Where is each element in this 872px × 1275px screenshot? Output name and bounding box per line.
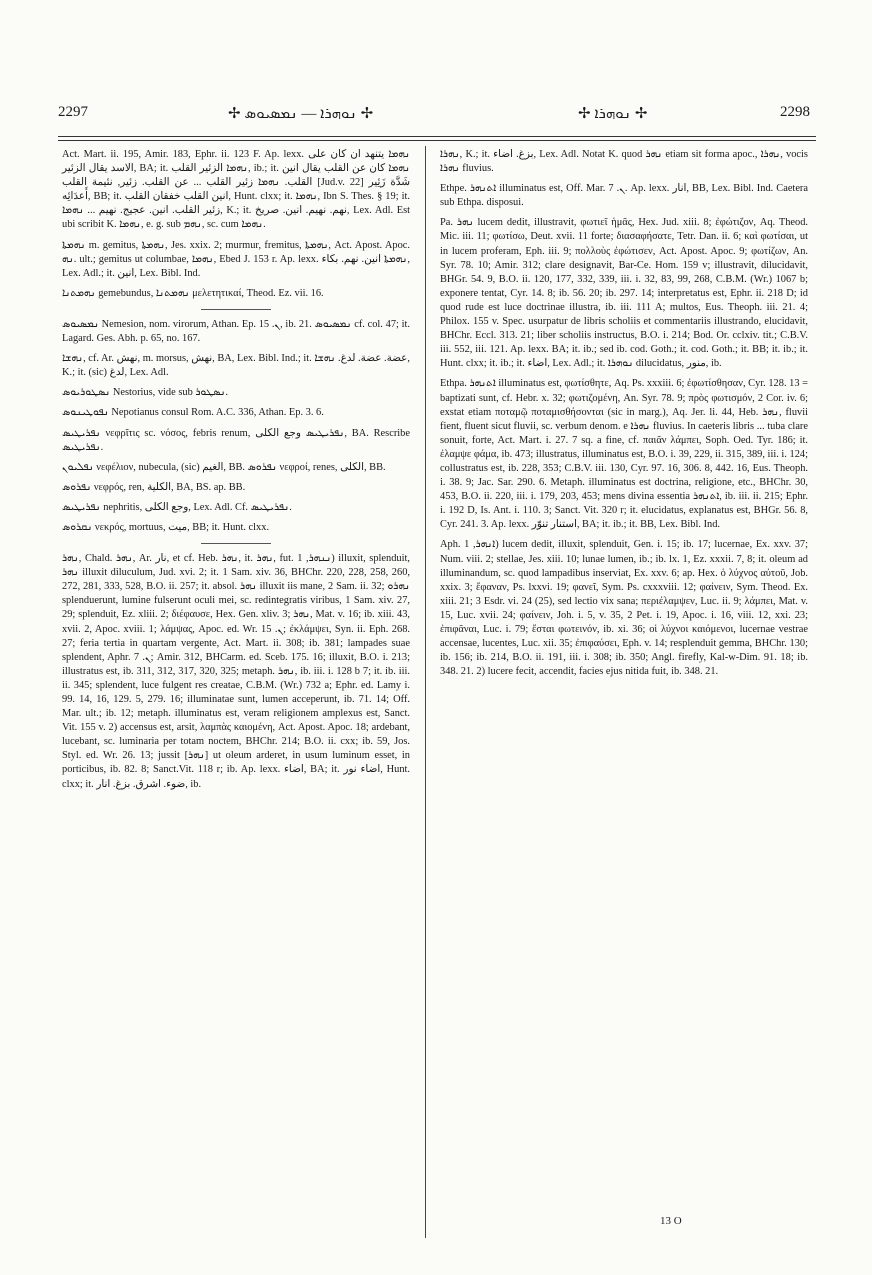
- dictionary-entry: Act. Mart. ii. 195, Amir. 183, Ephr. ii. 123 F. Ap. lexx. ܢܗܡܐ ﻳﺘﻨﻬﺪ ﺍﻥ ﻛﺎﻥ ﻋﻠﻰ ﺍﻻﺳﺪ ﻳﻘﺎﻝ ﺍﻟﺰﺋﻴﺮ, BA; it. ܢܗܡܐ ﺍﻟﺰﺋﻴﺮ ﺍﻟﻘﻠﺐ, ib.; it. ܢܗܡܐ ﻛﺎﻥ ﻋﻦ ﺍﻟﻘﻠﺐ ﻳﻘﺎﻝ ﺍﻧﻴﻦ ﺍﻟﻘﻠﺐ. ܢܗܡܐ ﺯﺋﻴﺮ ﺍﻟﻘﻠﺐ ... ﻋﻦ ﺍﻟﻘﻠﺐ. ﺯﺋﻴﺮ, ﻧﺌﻴﻤﺔ ﺍﻟﻘﻠﺐ [Jud.v. 22] ﺷَﺪَّﺓ ﺯَﺋِﻴﺮ ﺃَﻋﺪَﺍﺋِﻪ, BB; it. ﺍﻧﻴﻦ ﺍﻟﻘﻠﺐ ﺧﻔﻘﺎﻥ ﺍﻟﻘﻠﺐ, Hunt. clxx; it. ܢܗܡܐ, Ibn S. Thes. § 19; it. ﺯﺋﻴﺮ ﺍﻟﻘﻠﺐ. ﺍﻧﻴﻦ. ﻋﺠﻴﺞ. ﻧﻬﻴﻢ ... ܢܗܡܐ, K.; it. ﻧﻬﻢ. ﻧﻬﻴﻢ. ﺍﻧﻴﻦ. ﺻﺮﻳﺦ, Lex. Adl. Est ubi scribit K. ܢܗܡܐ, e. g. sub ܢܗܡ, sc. cum ܢܗܡܐ.: [62, 149, 411, 231]
- dictionary-entry: ܢܗܡܬܐ m. gemitus, ܢܗܡܬܐ, Jes. xxix. 2; murmur, fremitus, ܢܗܡܬܐ, Act. Apost. Apoc. ܢܗ. ult.; gemitus ut columbae, ܢܗܡܐ, Ebed J. 153 r. Ap. lexx. ܢܗܡܬܐ ﺍﻧﻴﻦ. ﻧﻬﻢ. ﺑﻜﺎﺀ, Lex. Adl.; it. ﺍﻧﻴﻦ, Lex. Bibl. Ind.: [62, 239, 410, 279]
- dictionary-entry: ܢܣܛܘܪܝܘܣ Nestorius, vide sub ܢܣܛܘܪ.: [62, 387, 229, 399]
- dictionary-entry: ܢܗܪܐ, K.; it. ﺑﺰﻍ. ﺍﺿﺎﺀ, Lex. Adl. Notat K. quod ܢܗܪ etiam sit forma apoc., ܢܗܪܐ, vocis ܢܗܪܐ fluvius.: [440, 149, 808, 175]
- dictionary-entry: ܢܡܣܝܘܣ Nemesion, nom. virorum, Athan. Ep. ܢ. 15, ib. 21. ܢܡܣܝܘܣ cf. col. 47; it. Lagard. Ges. Abh. p. 65, no. 167.: [62, 318, 410, 345]
- header-rule: [58, 136, 816, 137]
- dictionary-entry: ܢܗܫܐ, cf. Ar. ﻧﻬﺶ, m. morsus, ﻧﻬﺶ, BA, Lex. Bibl. Ind.; it. ﻋﻀﺔ. ﻋﻀﺔ. ﻟﺪﻍ. ܢܗܫܐ, K.; it. (sic) ﻟﺪﻍ, Lex. Adl.: [62, 353, 410, 379]
- dictionary-entry: Ethpe. ܐܬܢܗܪ illuminatus est, Off. Mar. ܢ. 7. Ap. lexx. ﺍﻧﺎﺭ, BB, Lex. Bibl. Ind. Caetera sub Ethpa. disposui.: [440, 183, 809, 209]
- dictionary-entry: ܢܗܡܬܢܐ gemebundus, ܢܗܡܬܢܐ μελετητικαί, Theod. Ez. vii. 16.: [62, 287, 324, 299]
- dictionary-entry: Aph. ܐܢܗܪ, 1) lucem dedit, illuxit, splenduit, Gen. i. 15; ib. 17; lucernae, Ex. xxv. 37; Num. viii. 2; stellae, Jes. xiii. 10; lunae lumen, ib.; ib. lx. 1, Ez. xxxii. 7, 8; it. oleum ad illuminandum, sc. quod lampadibus inserviat, Ex. xxv. 6; ap. Hex. ὁ λύχνος αὐτοῦ, Job. xxix. 3; ἔφαναν, Ps. lxxvi. 19; φανεῖ, Sym. Ps. cxxxviii. 12; φαίνειν, Sym. Theod. Ex. xiii. 21; 3 Esdr. vi. 24 (25), sed lectio vix sana; περιέλαμψεν, Luc. ii. 9; λάμπει, Mat. v. 15, Luc. xvii. 24; φαίνειν, Joh. i. 5, v. 35, 2 Pet. i. 19, Apoc. i. 16, viii. 12, xxi. 23; ἐπιφᾶναι, Luc. i. 79; ἔσται φωτεινόν, ib. xi. 36; οἱ λύχνοι καιόμενοι, lucernae vestrae accensae, lucentes, Luc. xii. 35; ἐπιφαύσει, Eph. v. 14; resplenduit gemma, BHChr. 130; ib. 156; ib. 214, B.O. ii. 191, iii. i. 308; ib. 350; Angl. firefly, Kal-w-Dim. 91. 18; ib. 348. 21. 2) lucere fecit, accendit, facies ejus nitida fuit, ib. 348. 21.: [440, 539, 808, 678]
- dictionary-entry: ܢܦܪܝܛܝܣ nephritis, ﻭﺟﻊ ﺍﻟﻜﻠﻰ, Lex. Adl. Cf. ܢܦܪܝܛܝܣ.: [62, 501, 292, 513]
- dictionary-entry: Ethpa. ܐܬܢܗܪ illuminatus est, φωτίσθητε, Aq. Ps. xxxiii. 6; ἐφωτίσθησαν, Cyr. 128. 13 = baptizati sunt, cf. Hebr. x. 32; φωτιζομένη, An. Syr. 78. 9; πρὸς φωτισμόν, 2 Cor. iv. 6; exstat etiam ποταμῷ ποταμισθήσονται (sic in marg.), Aq. Jer. li. 44, Heb. ܢܗܪ, fluvii fient, fluent sicut fluvii, sc. verbum denom. e ܢܗܪܐ fluvius. In caeteris libris ... tuba clare sonuit, forte, Act. Mart. i. 27. 7 sq. a fine, cf. παιᾶν λάμπει, Soph. Oed. Tyr. 186; it. ἐλαμψε φάμα, ib. 473; illustratus, illuminatus est, B.O. i. 39, 229, ii. 315, 389, iii. i. 124; collustratus est, ib. 228, 353; C.B.V. iii. 130, Cyr. 97. 16, 306. 8, 442. 16, Eus. Theoph. i. 38. 9; Jac. Sar. 290. 6. Metaph. illuminatus est doctrina, religione, etc., BHChr. 30, 453, B.O. ii. 220, iii. i. 179, 203, 453; mens divina essentia ܐܬܢܗܪ, ib. iii. ii. 215; Ephr. i. 192 D, Is. Ant. i. 110. 3; Sanct. Vit. 320 r; it. elucidatus, explanatus est, BHGr. 56. 8, Cyr. 241. 3. Ap. lexx. ﺍﺳﺘﻨﺎﺭ ﺗﻨﻮّﺭ, BA; it. ib.; it. BB, Lex. Bibl. Ind.: [440, 378, 808, 531]
- dictionary-entry: Pa. ܢܗܪ lucem dedit, illustravit, φωτιεῖ ἡμᾶς, Hex. Jud. xiii. 8; ἐφώτιζον, Aq. Theod. Mic. iii. 11; φωτίσω, Deut. xvii. 11 forte; διασαφήσατε, Tetr. Dan. ii. 6; καὶ φωτίσαι, ut in lucem proferam, Eph. iii. 9; πολλοὺς ἐφώτισεν, Act. Apost. Apoc. 9; φωτίζων, An. Syr. 78. 10; Amir. 312; clare designavit, Bar-Ce. Hom. 159 v; illustravit, dilucidavit, BHGr. 54. 9, B.O. ii. 120, 177, 332, 339, iii. i. 32, 83, 99, 268, C.B.M. (Wr.) 1067 b; exponere tentat, Cyr. 14. 8; ib. 56. 20; ib. 297. 14; interpretatus est, Ephr. ii. 218 D; id quod rude est luce doctrinae illustra, ib. iii. 111 A; multos, Eus. Theoph. iii. 21. 4; Philox. 155 v. Spec. usurpatur de libris scholiis et commentariis illustrando, elucidavit, BHChr. Eccl. 313. 21; liber scholiis instructus, B.O. i. 214; Bod. Or. cclxiv. tit.; C.B.V. iii. 552, iii. 121. Ap. lexx. BA; it. ib.; sed ib. cod. Goth.; it. cod. Goth.; it. BB; it. ib.; it. Hunt. clxx; it. ib.; it. ﺍﺿﺎﺀ, Lex. Adl.; it. ܢܘܗܪܐ dilucidatus, ﻣﻨﻮﺭ, ib.: [440, 217, 808, 370]
- dictionary-entry: ܢܦܪܘܣ νεφρός, ren, ﺍﻟﻜﻠﻴﺔ, BA, BS. ap. BB.: [62, 481, 246, 493]
- left-page-number: 2297: [58, 104, 88, 120]
- dictionary-entry: ܢܦܪܝܛܝܣ νεφρῖτις sc. νόσος, febris renum, ܢܦܪܝܛܝܣ ﻭﺟﻊ ﺍﻟﻜﻠﻰ, BA. Rescribe ܢܦܪܝܛܝܣ.: [62, 427, 410, 453]
- dictionary-entry: ܢܦܠܝܘܢ νεφέλιον, nubecula, (sic) ﺍﻟﻐﻴﻢ, BB. ܢܦܪܘܣ νεφροί, renes, ﺍﻟﻜﻠﻰ, BB.: [62, 461, 386, 473]
- right-page-number: 2298: [780, 104, 810, 120]
- dictionary-entry: ܢܦܘܛܝܢܘܣ Nepotianus consul Rom. A.C. 336, Athan. Ep. 3. 6.: [62, 407, 324, 419]
- left-running-title: ✢ ܢܘܗܪܐ — ܢܡܣܝܘܣ ✢: [228, 106, 374, 122]
- column-divider: [425, 146, 426, 1238]
- running-header: [58, 100, 810, 126]
- signature-mark: 13 O: [660, 1215, 682, 1227]
- left-column: [62, 148, 410, 798]
- section-separator: [201, 309, 271, 310]
- dictionary-entry: ܢܩܪܘܣ νεκρός, mortuus, ﻣﻴﺖ, BB; it. Hunt. clxx.: [62, 521, 270, 533]
- dictionary-entry: ܢܗܪ, Chald. ܢܗܪ, Ar. ﻧﺎﺭ, et cf. Heb. ܢܗܪ, it. ܢܗܪ, fut. ܢܢܗܪ, 1) illuxit, splenduit, ܢܗܪ illuxit diluculum, Jud. xvi. 2; it. 1 Sam. xiv. 36, BHChr. 220, 228, 258, 260, 272, 281, 333, 528, B.O. ii. 257; it. absol. ܢܗܪ illuxit iis mane, 2 Sam. ii. 32; ܢܗܪܘ splenduerunt, lumine fulserunt oculi mei, sc. redintegratis viribus, 1 Sam. xiv. 27, 29; splenduit, Ez. xliii. 2; διέφαυσε, Hex. Gen. xliv. 3; ܢܗܪ, Mat. v. 16; ib. xiii. 43, xvii. 2, Apoc. xviii. 1; λάμψας, Apoc. ed. Wr. ܢ. 15; ἐκλάμψει, Syn. ii. Eph. 268. 27; feria tertia in quartam vergente, Act. Mart. ii. 308; ib. 381; lampades suae splendent, Aphr. ܢ. 7; Amir. 312, BHCarm. ed. Sceb. 175. 16; illuxit, B.O. i. 213; illustratus est, ib. 311, 312, 317, 320, 325; metaph. ܢܗܪ, ib. iii. i. 128 b 7; it. ib. iii. ii. 345; splendent, luce fulgent res creatae, C.B.M. (Wr.) 732 a; Ephr. ed. Lamy i. 99. 14, 16, 129. 5, 279. 16; illuminatae sunt, lumen acceperunt, ib. 71. 14; Off. Mar. ult.; ib. 12; metaph. illuminatus est, veram religionem amplexus est, Sanct. Vit. 155 v. 2) accensus est, arsit, λαμπὰς καιομένη, Act. Apost. Apoc. 18; ardebant, lucebant, sc. luminaria per totam noctem, BHChr. 214; B.O. ii. cxx; ib. 59, Jos. Styl. ed. Wr. 26. 13; jussit [ܢܗܪ] ut oleum arderet, in usum luminum esset, in porticibus, ib. 82. 8; Sanct.Vit. 118 r; ib. Ap. lexx. ﺍﺿﺎﺀ, BA; it. ﺍﺿﺎﺀ ﻧﻮﺭ, Hunt. clxx; it. ﺿﻮﺀ. ﺍﺷﺮﻕ. ﺑﺰﻍ. ﺍﻧﺎﺭ, ib.: [62, 553, 411, 790]
- section-separator: [201, 543, 271, 544]
- right-running-title: ✢ ܢܘܗܪܐ ✢: [578, 106, 648, 122]
- right-column: [440, 148, 808, 685]
- header-rule-double: [58, 140, 816, 141]
